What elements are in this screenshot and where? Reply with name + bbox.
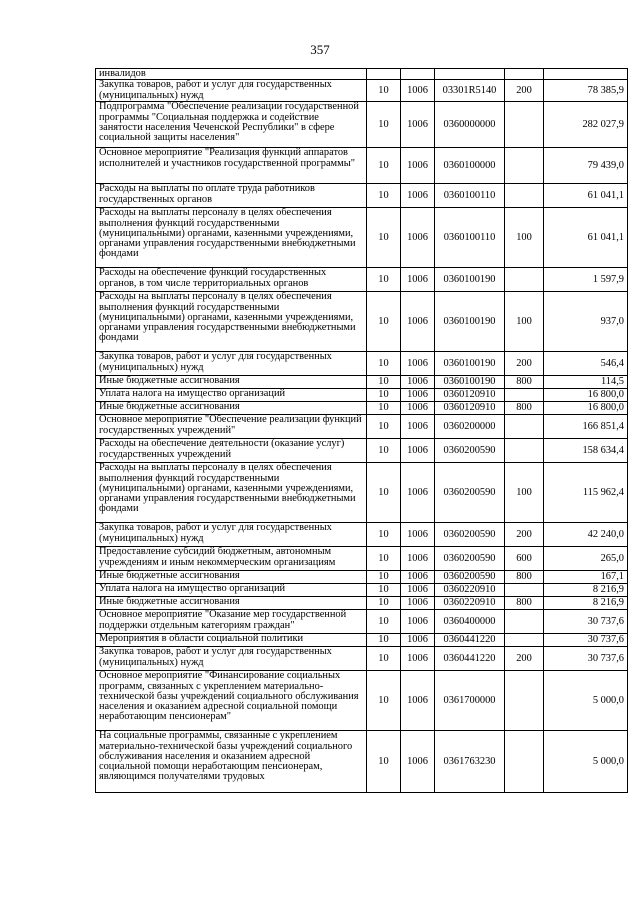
page-number: 357: [310, 42, 330, 57]
cell-expense-type: [505, 69, 544, 80]
table-row: [96, 292, 628, 352]
cell-target-article: 0360220910: [435, 597, 505, 610]
cell-amount: 78 385,9: [544, 80, 628, 102]
cell-expense-type: 100: [505, 463, 544, 523]
cell-target-article: 0360400000: [435, 610, 505, 634]
cell-expense-type: [505, 148, 544, 184]
table-row: [96, 268, 628, 292]
cell-section: 10: [367, 376, 401, 389]
cell-amount: 282 027,9: [544, 102, 628, 148]
cell-subsection: 1006: [401, 292, 435, 352]
cell-target-article: 0360200590: [435, 463, 505, 523]
cell-expense-type: [505, 731, 544, 793]
budget-table: [95, 68, 628, 793]
cell-target-article: 0360100110: [435, 184, 505, 208]
cell-name: Иные бюджетные ассигнования: [96, 571, 367, 584]
cell-expense-type: [505, 415, 544, 439]
table-row: [96, 102, 628, 148]
table-row: [96, 597, 628, 610]
cell-name: Предоставление субсидий бюджетным, автономным учреждениям и иным некоммерческим организациям: [96, 547, 367, 571]
cell-target-article: 0360200590: [435, 571, 505, 584]
table-row: [96, 184, 628, 208]
cell-name: Основное мероприятие "Обеспечение реализации функций государственных учреждений": [96, 415, 367, 439]
cell-expense-type: [505, 102, 544, 148]
cell-amount: 30 737,6: [544, 610, 628, 634]
cell-target-article: 0360100110: [435, 208, 505, 268]
cell-expense-type: 800: [505, 402, 544, 415]
table-row: [96, 376, 628, 389]
cell-section: 10: [367, 597, 401, 610]
cell-name: инвалидов: [96, 69, 367, 80]
cell-target-article: 0360200590: [435, 547, 505, 571]
cell-amount: 166 851,4: [544, 415, 628, 439]
cell-amount: 61 041,1: [544, 184, 628, 208]
cell-target-article: 0360120910: [435, 389, 505, 402]
table-body: [96, 69, 628, 793]
cell-section: 10: [367, 647, 401, 671]
cell-expense-type: 800: [505, 571, 544, 584]
cell-expense-type: 200: [505, 80, 544, 102]
cell-target-article: 0361700000: [435, 671, 505, 731]
cell-subsection: 1006: [401, 415, 435, 439]
cell-subsection: 1006: [401, 731, 435, 793]
cell-target-article: 0360100190: [435, 268, 505, 292]
cell-amount: 30 737,6: [544, 647, 628, 671]
cell-section: 10: [367, 463, 401, 523]
cell-amount: 8 216,9: [544, 584, 628, 597]
cell-section: 10: [367, 184, 401, 208]
cell-name: Расходы на выплаты персоналу в целях обеспечения выполнения функций государственными (муниципальными) органами, казенными учреждениями, органами управления государственными внебюджетными фондами: [96, 208, 367, 268]
cell-name: Закупка товаров, работ и услуг для государственных (муниципальных) нужд: [96, 352, 367, 376]
cell-subsection: 1006: [401, 597, 435, 610]
cell-subsection: 1006: [401, 571, 435, 584]
cell-target-article: 0360100190: [435, 352, 505, 376]
cell-name: Иные бюджетные ассигнования: [96, 376, 367, 389]
cell-target-article: 0360100190: [435, 292, 505, 352]
cell-amount: 5 000,0: [544, 671, 628, 731]
cell-target-article: 0360441220: [435, 634, 505, 647]
cell-expense-type: 800: [505, 376, 544, 389]
table-row: [96, 610, 628, 634]
cell-amount: 8 216,9: [544, 597, 628, 610]
cell-name: Закупка товаров, работ и услуг для государственных (муниципальных) нужд: [96, 523, 367, 547]
cell-name: Расходы на выплаты по оплате труда работников государственных органов: [96, 184, 367, 208]
cell-subsection: 1006: [401, 634, 435, 647]
cell-subsection: 1006: [401, 584, 435, 597]
cell-subsection: 1006: [401, 208, 435, 268]
cell-amount: 115 962,4: [544, 463, 628, 523]
cell-expense-type: 600: [505, 547, 544, 571]
cell-section: 10: [367, 148, 401, 184]
cell-section: 10: [367, 584, 401, 597]
table-row: [96, 415, 628, 439]
cell-amount: 1 597,9: [544, 268, 628, 292]
cell-section: 10: [367, 547, 401, 571]
cell-name: Расходы на обеспечение функций государственных органов, в том числе территориальных органов: [96, 268, 367, 292]
table-row: [96, 352, 628, 376]
cell-amount: 79 439,0: [544, 148, 628, 184]
cell-subsection: 1006: [401, 439, 435, 463]
table-row: [96, 634, 628, 647]
cell-target-article: 0360100190: [435, 376, 505, 389]
cell-amount: 16 800,0: [544, 389, 628, 402]
table-row: [96, 571, 628, 584]
cell-name: Основное мероприятие "Реализация функций аппаратов исполнителей и участников государственной программы": [96, 148, 367, 184]
cell-name: Расходы на выплаты персоналу в целях обеспечения выполнения функций государственными (муниципальными) органами, казенными учреждениями, органами управления государственными внебюджетными фондами: [96, 463, 367, 523]
cell-section: 10: [367, 389, 401, 402]
cell-target-article: 0360100000: [435, 148, 505, 184]
cell-section: 10: [367, 208, 401, 268]
cell-expense-type: [505, 634, 544, 647]
cell-amount: 5 000,0: [544, 731, 628, 793]
table-row: [96, 463, 628, 523]
cell-target-article: 0360200590: [435, 439, 505, 463]
cell-amount: 42 240,0: [544, 523, 628, 547]
cell-amount: 61 041,1: [544, 208, 628, 268]
cell-subsection: 1006: [401, 402, 435, 415]
cell-expense-type: [505, 268, 544, 292]
cell-section: 10: [367, 671, 401, 731]
cell-name: Расходы на обеспечение деятельности (оказание услуг) государственных учреждений: [96, 439, 367, 463]
cell-section: 10: [367, 610, 401, 634]
table-row: [96, 647, 628, 671]
cell-amount: 158 634,4: [544, 439, 628, 463]
cell-subsection: 1006: [401, 184, 435, 208]
cell-target-article: 0360200000: [435, 415, 505, 439]
cell-name: Основное мероприятие "Оказание мер государственной поддержки отдельным категориям граждан": [96, 610, 367, 634]
table-row: [96, 584, 628, 597]
cell-section: 10: [367, 352, 401, 376]
cell-amount: 546,4: [544, 352, 628, 376]
cell-name: Расходы на выплаты персоналу в целях обеспечения выполнения функций государственными (муниципальными) органами, казенными учреждениями, органами управления государственными внебюджетными фондами: [96, 292, 367, 352]
cell-expense-type: [505, 184, 544, 208]
cell-subsection: 1006: [401, 376, 435, 389]
cell-section: 10: [367, 439, 401, 463]
cell-expense-type: 200: [505, 647, 544, 671]
cell-subsection: [401, 69, 435, 80]
cell-target-article: 0360441220: [435, 647, 505, 671]
cell-section: 10: [367, 731, 401, 793]
cell-name: Подпрограмма "Обеспечение реализации государственной программы "Социальная поддержка и содействие занятости населения Чеченской Республики" в сфере социальной защиты населения": [96, 102, 367, 148]
cell-subsection: 1006: [401, 523, 435, 547]
cell-expense-type: [505, 439, 544, 463]
cell-subsection: 1006: [401, 80, 435, 102]
table-row: [96, 402, 628, 415]
table-row: [96, 523, 628, 547]
cell-expense-type: 200: [505, 523, 544, 547]
cell-target-article: [435, 69, 505, 80]
cell-expense-type: [505, 584, 544, 597]
cell-target-article: 03301R5140: [435, 80, 505, 102]
cell-section: 10: [367, 80, 401, 102]
cell-section: 10: [367, 634, 401, 647]
cell-section: 10: [367, 102, 401, 148]
cell-target-article: 0360120910: [435, 402, 505, 415]
cell-expense-type: [505, 671, 544, 731]
cell-name: Уплата налога на имущество организаций: [96, 389, 367, 402]
cell-section: 10: [367, 523, 401, 547]
cell-name: На социальные программы, связанные с укреплением материально-технической базы учреждений социального обслуживания населения и оказанием адресной социальной помощи неработающим пенсионерам, являющимся получателями трудовых: [96, 731, 367, 793]
cell-target-article: 0360000000: [435, 102, 505, 148]
cell-subsection: 1006: [401, 610, 435, 634]
cell-subsection: 1006: [401, 547, 435, 571]
cell-subsection: 1006: [401, 671, 435, 731]
cell-expense-type: 200: [505, 352, 544, 376]
table-row: [96, 671, 628, 731]
cell-amount: 265,0: [544, 547, 628, 571]
table-row: [96, 208, 628, 268]
cell-expense-type: 800: [505, 597, 544, 610]
cell-subsection: 1006: [401, 102, 435, 148]
table-row: [96, 439, 628, 463]
cell-name: Иные бюджетные ассигнования: [96, 597, 367, 610]
cell-section: [367, 69, 401, 80]
table-row: [96, 389, 628, 402]
cell-amount: 114,5: [544, 376, 628, 389]
table-row: [96, 69, 628, 80]
cell-name: Иные бюджетные ассигнования: [96, 402, 367, 415]
cell-subsection: 1006: [401, 647, 435, 671]
cell-amount: [544, 69, 628, 80]
cell-target-article: 0360200590: [435, 523, 505, 547]
cell-expense-type: 100: [505, 208, 544, 268]
cell-section: 10: [367, 571, 401, 584]
cell-name: Закупка товаров, работ и услуг для государственных (муниципальных) нужд: [96, 647, 367, 671]
cell-subsection: 1006: [401, 148, 435, 184]
cell-target-article: 0361763230: [435, 731, 505, 793]
cell-section: 10: [367, 268, 401, 292]
cell-amount: 16 800,0: [544, 402, 628, 415]
cell-amount: 167,1: [544, 571, 628, 584]
cell-section: 10: [367, 402, 401, 415]
cell-name: Уплата налога на имущество организаций: [96, 584, 367, 597]
cell-subsection: 1006: [401, 463, 435, 523]
cell-section: 10: [367, 415, 401, 439]
cell-subsection: 1006: [401, 352, 435, 376]
cell-subsection: 1006: [401, 268, 435, 292]
cell-amount: 937,0: [544, 292, 628, 352]
cell-amount: 30 737,6: [544, 634, 628, 647]
cell-name: Мероприятия в области социальной политики: [96, 634, 367, 647]
cell-expense-type: 100: [505, 292, 544, 352]
cell-section: 10: [367, 292, 401, 352]
cell-subsection: 1006: [401, 389, 435, 402]
cell-target-article: 0360220910: [435, 584, 505, 597]
cell-name: Закупка товаров, работ и услуг для государственных (муниципальных) нужд: [96, 80, 367, 102]
table-row: [96, 80, 628, 102]
cell-expense-type: [505, 610, 544, 634]
table-row: [96, 731, 628, 793]
table-row: [96, 547, 628, 571]
cell-expense-type: [505, 389, 544, 402]
cell-name: Основное мероприятие "Финансирование социальных программ, связанных с укреплением материально-технической базы учреждений социального обслуживания населения и оказанием адресной социальной помощи неработающим пенсионерам": [96, 671, 367, 731]
table-row: [96, 148, 628, 184]
